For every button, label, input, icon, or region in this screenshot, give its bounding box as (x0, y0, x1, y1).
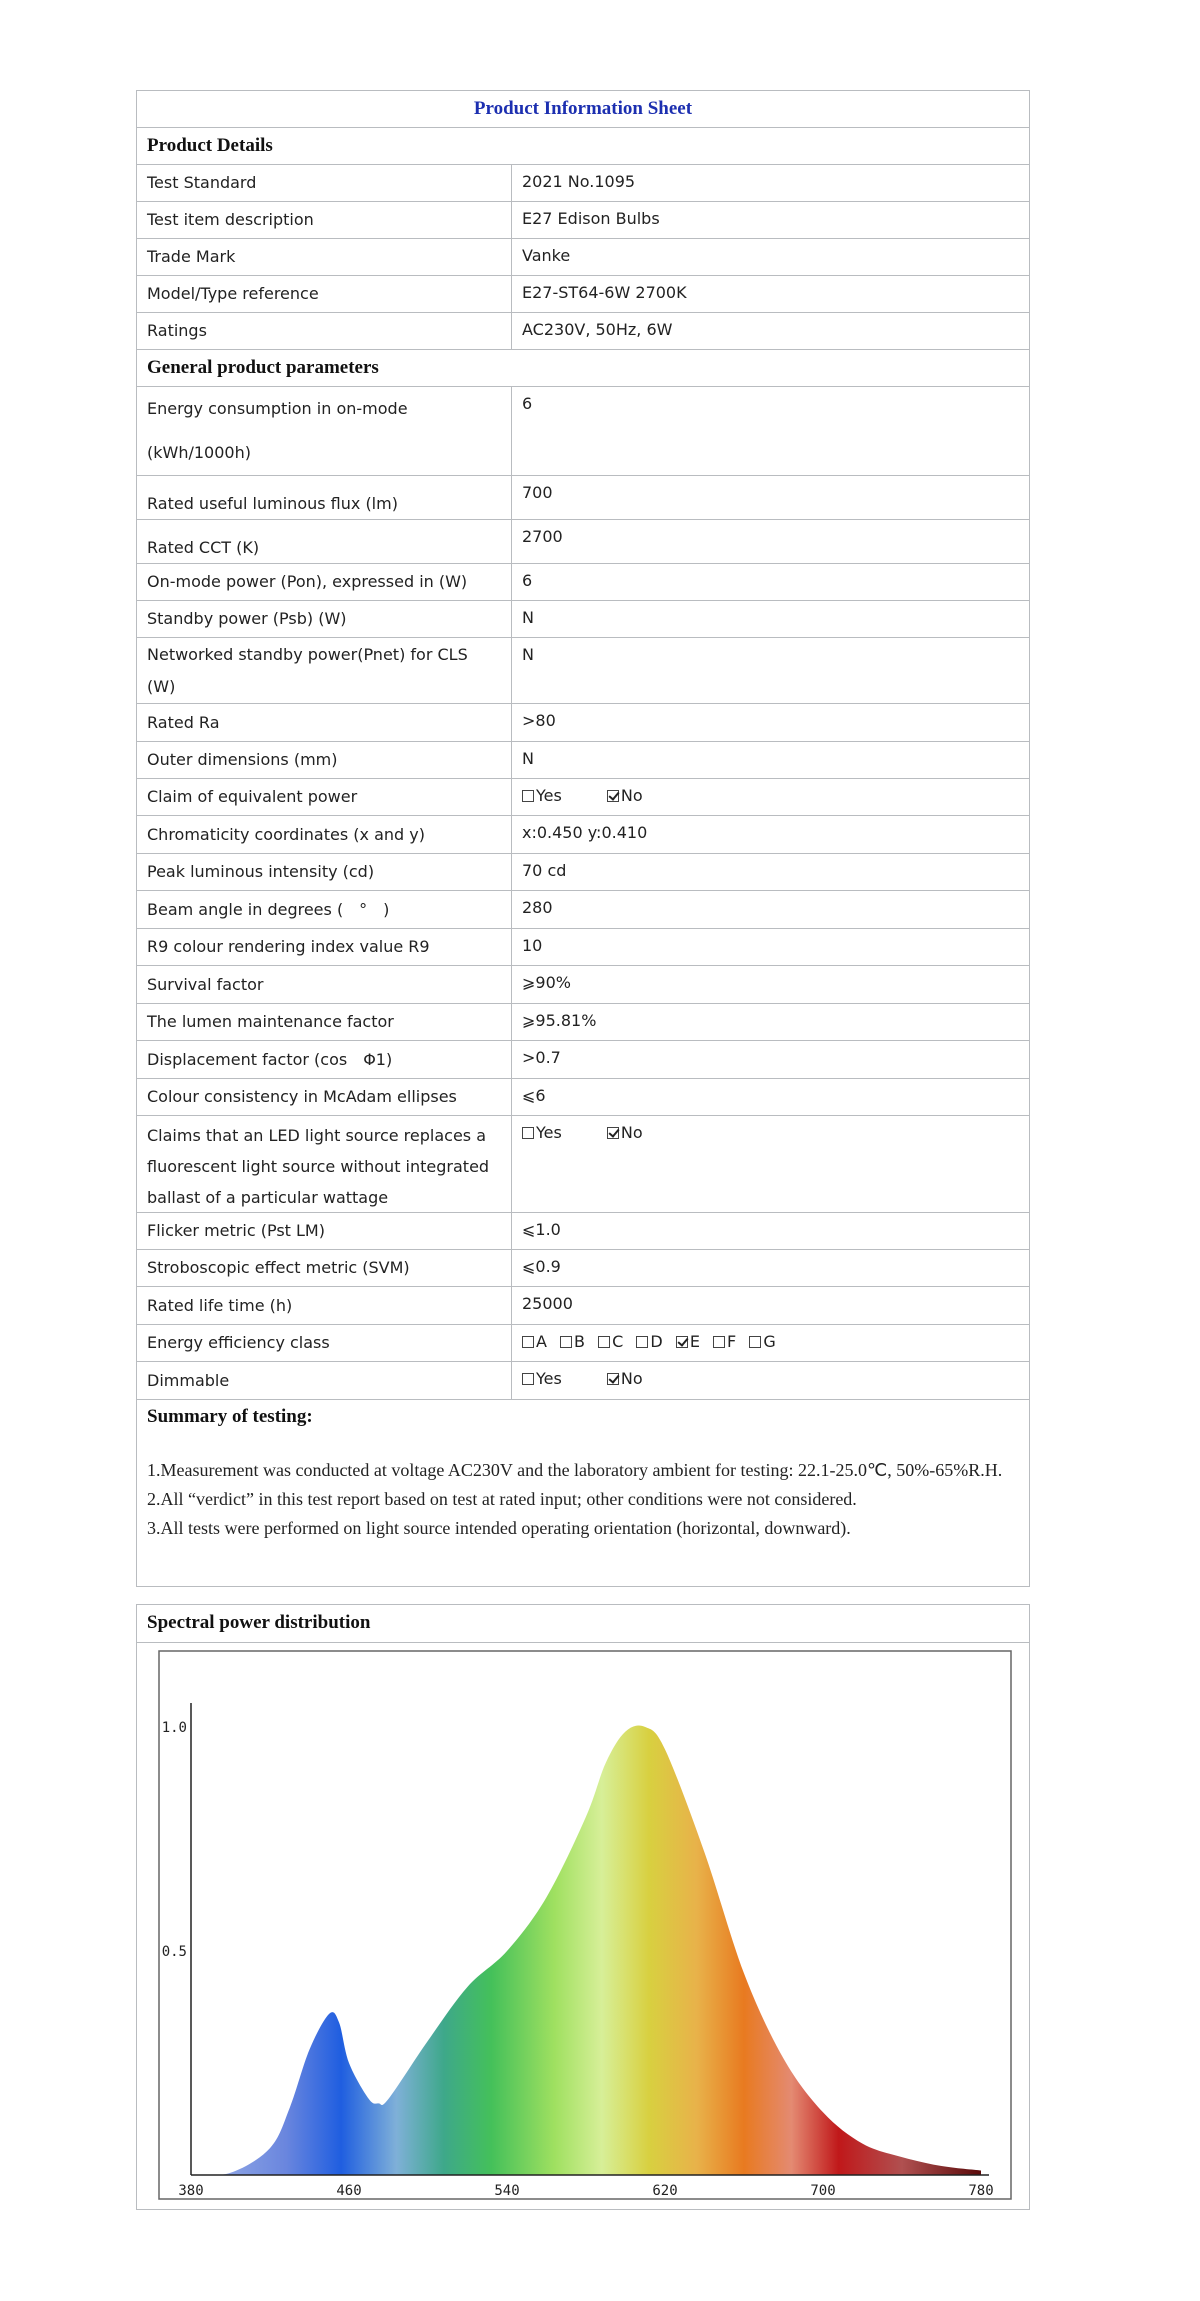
x-tick-label: 700 (810, 2183, 836, 2199)
row-value: Vanke (522, 246, 571, 265)
table-row (137, 520, 1029, 564)
row-value: E27 Edison Bulbs (522, 209, 660, 228)
option-no[interactable] (607, 1368, 643, 1390)
row-label: Rated useful luminous flux (lm) (137, 476, 512, 519)
energy-class-a[interactable] (522, 1331, 547, 1353)
table-row (137, 1004, 1029, 1041)
row-label: Rated CCT (K) (137, 520, 512, 563)
option-label: Yes (536, 786, 562, 805)
row-value: ⩾90% (522, 973, 571, 992)
option-label: No (620, 1369, 643, 1388)
checkbox-checked-icon[interactable] (607, 1127, 619, 1139)
option-label: Yes (536, 1369, 562, 1388)
table-row (137, 239, 1029, 276)
row-value: ⩽0.9 (522, 1257, 561, 1276)
row-label: Model/Type reference (137, 276, 512, 312)
table-row (137, 1287, 1029, 1325)
row-value: N (522, 608, 534, 627)
option-yes[interactable] (522, 785, 562, 807)
row-label: Chromaticity coordinates (x and y) (137, 816, 512, 853)
row-label-line: (kWh/1000h) (147, 443, 251, 462)
option-label: D (650, 1332, 663, 1351)
row-label: Claims that an LED light source replaces a fluorescent light source without integrated ballast of a particular wattage (137, 1116, 512, 1212)
row-value: 700 (522, 483, 553, 502)
row-label: Energy efficiency class (137, 1325, 512, 1361)
section-general-parameters: General product parameters (137, 350, 1029, 387)
table-row (137, 564, 1029, 601)
row-label: Networked standby power(Pnet) for CLS (W) (137, 638, 512, 703)
checkbox-unchecked-icon[interactable] (560, 1336, 572, 1348)
table-row (137, 276, 1029, 313)
option-label: F (727, 1332, 737, 1351)
row-value: 6 (522, 571, 533, 590)
y-tick-label: 0.5 (161, 1944, 187, 1960)
option-yes[interactable] (522, 1368, 562, 1390)
table-row (137, 1079, 1029, 1116)
row-label: Rated life time (h) (137, 1287, 512, 1324)
option-no[interactable] (607, 785, 643, 807)
row-label (137, 387, 512, 475)
checkbox-unchecked-icon[interactable] (522, 1373, 534, 1385)
table-row (137, 816, 1029, 854)
row-value (512, 1116, 1029, 1212)
row-label: Outer dimensions (mm) (137, 742, 512, 778)
row-value: >0.7 (522, 1048, 561, 1067)
table-row (137, 1362, 1029, 1400)
table-row (137, 704, 1029, 742)
table-row (137, 313, 1029, 350)
energy-class-g[interactable] (749, 1331, 775, 1353)
row-label: Displacement factor (cos Φ1) (137, 1041, 512, 1078)
summary-item: 2.All “verdict” in this test report based on test at rated input; other conditions were not considered. (147, 1489, 857, 1509)
x-tick-label: 540 (494, 2183, 520, 2199)
row-label: Ratings (137, 313, 512, 349)
row-label: Colour consistency in McAdam ellipses (137, 1079, 512, 1115)
row-value: 10 (522, 936, 543, 955)
table-row (137, 1041, 1029, 1079)
option-label: A (536, 1332, 547, 1351)
summary-item: 3.All tests were performed on light source intended operating orientation (horizontal, downward). (147, 1518, 851, 1538)
row-value: 70 cd (522, 861, 567, 880)
row-label: Survival factor (137, 966, 512, 1003)
checkbox-unchecked-icon[interactable] (522, 1127, 534, 1139)
x-tick-label: 460 (336, 2183, 362, 2199)
x-tick-label: 620 (652, 2183, 678, 2199)
row-value: >80 (522, 711, 556, 730)
row-value: 280 (522, 898, 553, 917)
option-label: E (689, 1332, 700, 1351)
row-label: Dimmable (137, 1362, 512, 1399)
table-row (137, 742, 1029, 779)
row-value: x:0.450 y:0.410 (522, 823, 648, 842)
table-row (137, 1116, 1029, 1213)
row-value: N (522, 749, 534, 768)
row-value: 2700 (522, 527, 563, 546)
row-label: Standby power (Psb) (W) (137, 601, 512, 637)
row-label: Rated Ra (137, 704, 512, 741)
option-label: No (620, 1123, 643, 1142)
summary-of-testing (137, 1400, 1029, 1586)
option-label: C (612, 1332, 624, 1351)
row-value: E27-ST64-6W 2700K (522, 283, 687, 302)
row-label: Flicker metric (Pst LM) (137, 1213, 512, 1249)
checkbox-checked-icon[interactable] (607, 1373, 619, 1385)
spectral-power-chart (151, 1647, 1017, 2203)
row-value (512, 1362, 1029, 1399)
spectral-power-section (136, 1604, 1030, 2210)
row-value: ⩽6 (522, 1086, 546, 1105)
table-row (137, 601, 1029, 638)
table-row (137, 779, 1029, 816)
row-label: Test item description (137, 202, 512, 238)
row-label-line: Energy consumption in on-mode (147, 399, 408, 418)
row-value: 25000 (522, 1294, 573, 1313)
checkbox-unchecked-icon[interactable] (636, 1336, 648, 1348)
spectral-heading: Spectral power distribution (137, 1605, 1029, 1643)
energy-class-d[interactable] (636, 1331, 662, 1353)
checkbox-unchecked-icon[interactable] (522, 790, 534, 802)
row-value: 6 (522, 394, 533, 413)
checkbox-unchecked-icon[interactable] (598, 1336, 610, 1348)
table-row (137, 854, 1029, 891)
row-label: On-mode power (Pon), expressed in (W) (137, 564, 512, 600)
section-product-details: Product Details (137, 128, 1029, 165)
y-tick-label: 1.0 (161, 1720, 187, 1736)
option-label: B (574, 1332, 586, 1351)
summary-item: 1.Measurement was conducted at voltage AC230V and the laboratory ambient for testing: 22.1-25.0℃, 50%-65%R.H. (147, 1460, 1003, 1480)
table-row (137, 1213, 1029, 1250)
row-value: N (522, 645, 534, 664)
row-label: R9 colour rendering index value R9 (137, 929, 512, 965)
row-label: Peak luminous intensity (cd) (137, 854, 512, 890)
row-value (512, 1325, 1029, 1361)
energy-class-c[interactable] (598, 1331, 623, 1353)
energy-class-e[interactable] (676, 1331, 700, 1353)
row-label: Stroboscopic effect metric (SVM) (137, 1250, 512, 1286)
option-no[interactable] (607, 1122, 643, 1144)
table-row (137, 387, 1029, 476)
table-row (137, 966, 1029, 1004)
sheet-title: Product Information Sheet (137, 91, 1029, 128)
energy-class-f[interactable] (713, 1331, 736, 1353)
x-tick-label: 380 (178, 2183, 204, 2199)
table-row (137, 165, 1029, 202)
row-value: ⩾95.81% (522, 1011, 597, 1030)
row-value (512, 779, 1029, 815)
table-row (137, 202, 1029, 239)
energy-class-b[interactable] (560, 1331, 585, 1353)
row-label: Trade Mark (137, 239, 512, 275)
checkbox-checked-icon[interactable] (676, 1336, 688, 1348)
option-label: G (763, 1332, 776, 1351)
summary-heading: Summary of testing: (147, 1406, 313, 1427)
row-value: AC230V, 50Hz, 6W (522, 320, 673, 339)
checkbox-unchecked-icon[interactable] (522, 1336, 534, 1348)
table-row (137, 638, 1029, 704)
table-row (137, 1250, 1029, 1287)
option-label: No (620, 786, 643, 805)
checkbox-checked-icon[interactable] (607, 790, 619, 802)
table-row (137, 929, 1029, 966)
checkbox-unchecked-icon[interactable] (713, 1336, 725, 1348)
row-label: The lumen maintenance factor (137, 1004, 512, 1040)
row-label: Beam angle in degrees ( ° ) (137, 891, 512, 928)
option-yes[interactable] (522, 1122, 562, 1144)
row-value: ⩽1.0 (522, 1220, 561, 1239)
x-tick-label: 780 (968, 2183, 994, 2199)
option-label: Yes (536, 1123, 562, 1142)
table-row (137, 476, 1029, 520)
row-label: Test Standard (137, 165, 512, 201)
row-label: Claim of equivalent power (137, 779, 512, 815)
row-value: 2021 No.1095 (522, 172, 636, 191)
table-row (137, 891, 1029, 929)
table-row (137, 1325, 1029, 1362)
product-information-sheet (136, 90, 1030, 1587)
checkbox-unchecked-icon[interactable] (749, 1336, 761, 1348)
